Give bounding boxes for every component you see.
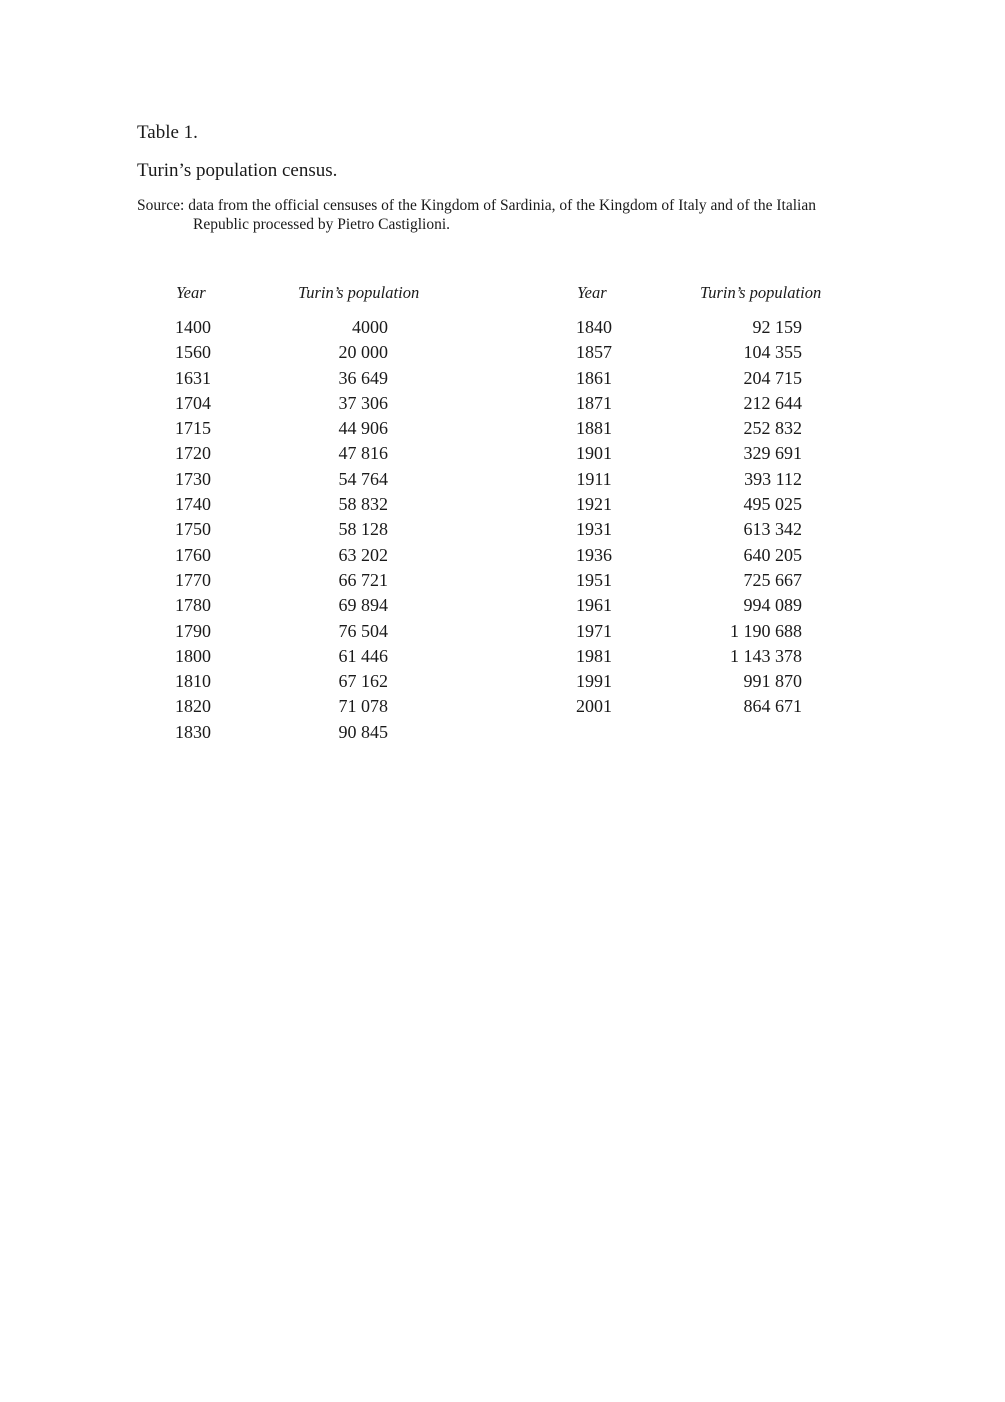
- cell-year: 1760: [175, 544, 211, 565]
- cell-population: 20 000: [338, 342, 388, 363]
- cell-year: 1830: [175, 721, 211, 742]
- cell-population: 991 870: [743, 671, 802, 692]
- cell-year: 1936: [576, 544, 612, 565]
- cell-year: 1971: [576, 620, 612, 641]
- cell-year: 1631: [175, 367, 211, 388]
- cell-year: 1400: [175, 317, 211, 337]
- cell-population: 69 894: [338, 595, 388, 616]
- cell-population: 44 906: [338, 418, 388, 439]
- cell-population: 58 832: [338, 494, 388, 515]
- cell-population: 37 306: [338, 392, 388, 413]
- cell-year: 1820: [175, 696, 211, 717]
- cell-year: 1961: [576, 595, 612, 616]
- cell-population: 104 355: [743, 342, 802, 363]
- cell-population: 725 667: [743, 569, 802, 590]
- cell-population: 67 162: [338, 671, 388, 692]
- cell-population: 90 845: [338, 721, 388, 742]
- cell-year: 1740: [175, 494, 211, 515]
- cell-population: 47 816: [338, 443, 388, 464]
- source-line-1: Source: data from the official censuses of the Kingdom of Sardinia, of the Kingdom of Italy and of the Italian: [137, 197, 816, 214]
- cell-population: 71 078: [338, 696, 388, 717]
- cell-population: 204 715: [743, 367, 802, 388]
- cell-population: 495 025: [743, 494, 802, 515]
- cell-population: 76 504: [338, 620, 388, 641]
- cell-population: 212 644: [743, 392, 802, 413]
- cell-year: 1720: [175, 443, 211, 464]
- cell-population: 36 649: [338, 367, 388, 388]
- cell-year: 1810: [175, 671, 211, 692]
- cell-population: 1 190 688: [730, 620, 802, 641]
- cell-year: 1901: [576, 443, 612, 464]
- source-line-2: Republic processed by Pietro Castiglioni.: [193, 216, 451, 233]
- cell-population: 4000: [352, 317, 388, 337]
- cell-population: 329 691: [743, 443, 802, 464]
- cell-population: 994 089: [743, 595, 802, 616]
- cell-year: 2001: [576, 696, 612, 717]
- cell-population: 54 764: [338, 468, 388, 489]
- cell-year: 1911: [576, 468, 612, 489]
- cell-year: 1790: [175, 620, 211, 641]
- cell-population: 393 112: [744, 468, 802, 489]
- cell-year: 1951: [576, 569, 612, 590]
- cell-year: 1991: [576, 671, 612, 692]
- cell-year: 1770: [175, 569, 211, 590]
- cell-population: 58 128: [338, 519, 388, 540]
- cell-year: 1715: [175, 418, 211, 439]
- cell-year: 1560: [175, 342, 211, 363]
- cell-population: 252 832: [743, 418, 802, 439]
- column-header-population: Turin’s population: [298, 283, 420, 302]
- cell-year: 1780: [175, 595, 211, 616]
- cell-year: 1750: [175, 519, 211, 540]
- cell-year: 1730: [175, 468, 211, 489]
- table-title: Turin’s population census.: [137, 160, 338, 181]
- cell-year: 1921: [576, 494, 612, 515]
- cell-population: 63 202: [338, 544, 388, 565]
- column-header-population: Turin’s population: [700, 283, 822, 302]
- cell-year: 1800: [175, 645, 211, 666]
- cell-population: 61 446: [338, 645, 388, 666]
- cell-year: 1981: [576, 645, 612, 666]
- cell-year: 1857: [576, 342, 612, 363]
- cell-population: 864 671: [743, 696, 802, 717]
- table-source-note: [137, 196, 907, 234]
- cell-year: 1881: [576, 418, 612, 439]
- cell-population: 66 721: [338, 569, 388, 590]
- cell-year: 1861: [576, 367, 612, 388]
- cell-population: 1 143 378: [730, 645, 802, 666]
- column-header-year: Year: [577, 283, 607, 302]
- cell-year: 1704: [175, 392, 211, 413]
- column-header-year: Year: [176, 283, 206, 302]
- cell-population: 640 205: [743, 544, 802, 565]
- cell-year: 1931: [576, 519, 612, 540]
- cell-population: 613 342: [743, 519, 802, 540]
- table-number: Table 1.: [137, 122, 198, 143]
- cell-year: 1840: [576, 317, 612, 337]
- cell-population: 92 159: [752, 317, 802, 337]
- cell-year: 1871: [576, 392, 612, 413]
